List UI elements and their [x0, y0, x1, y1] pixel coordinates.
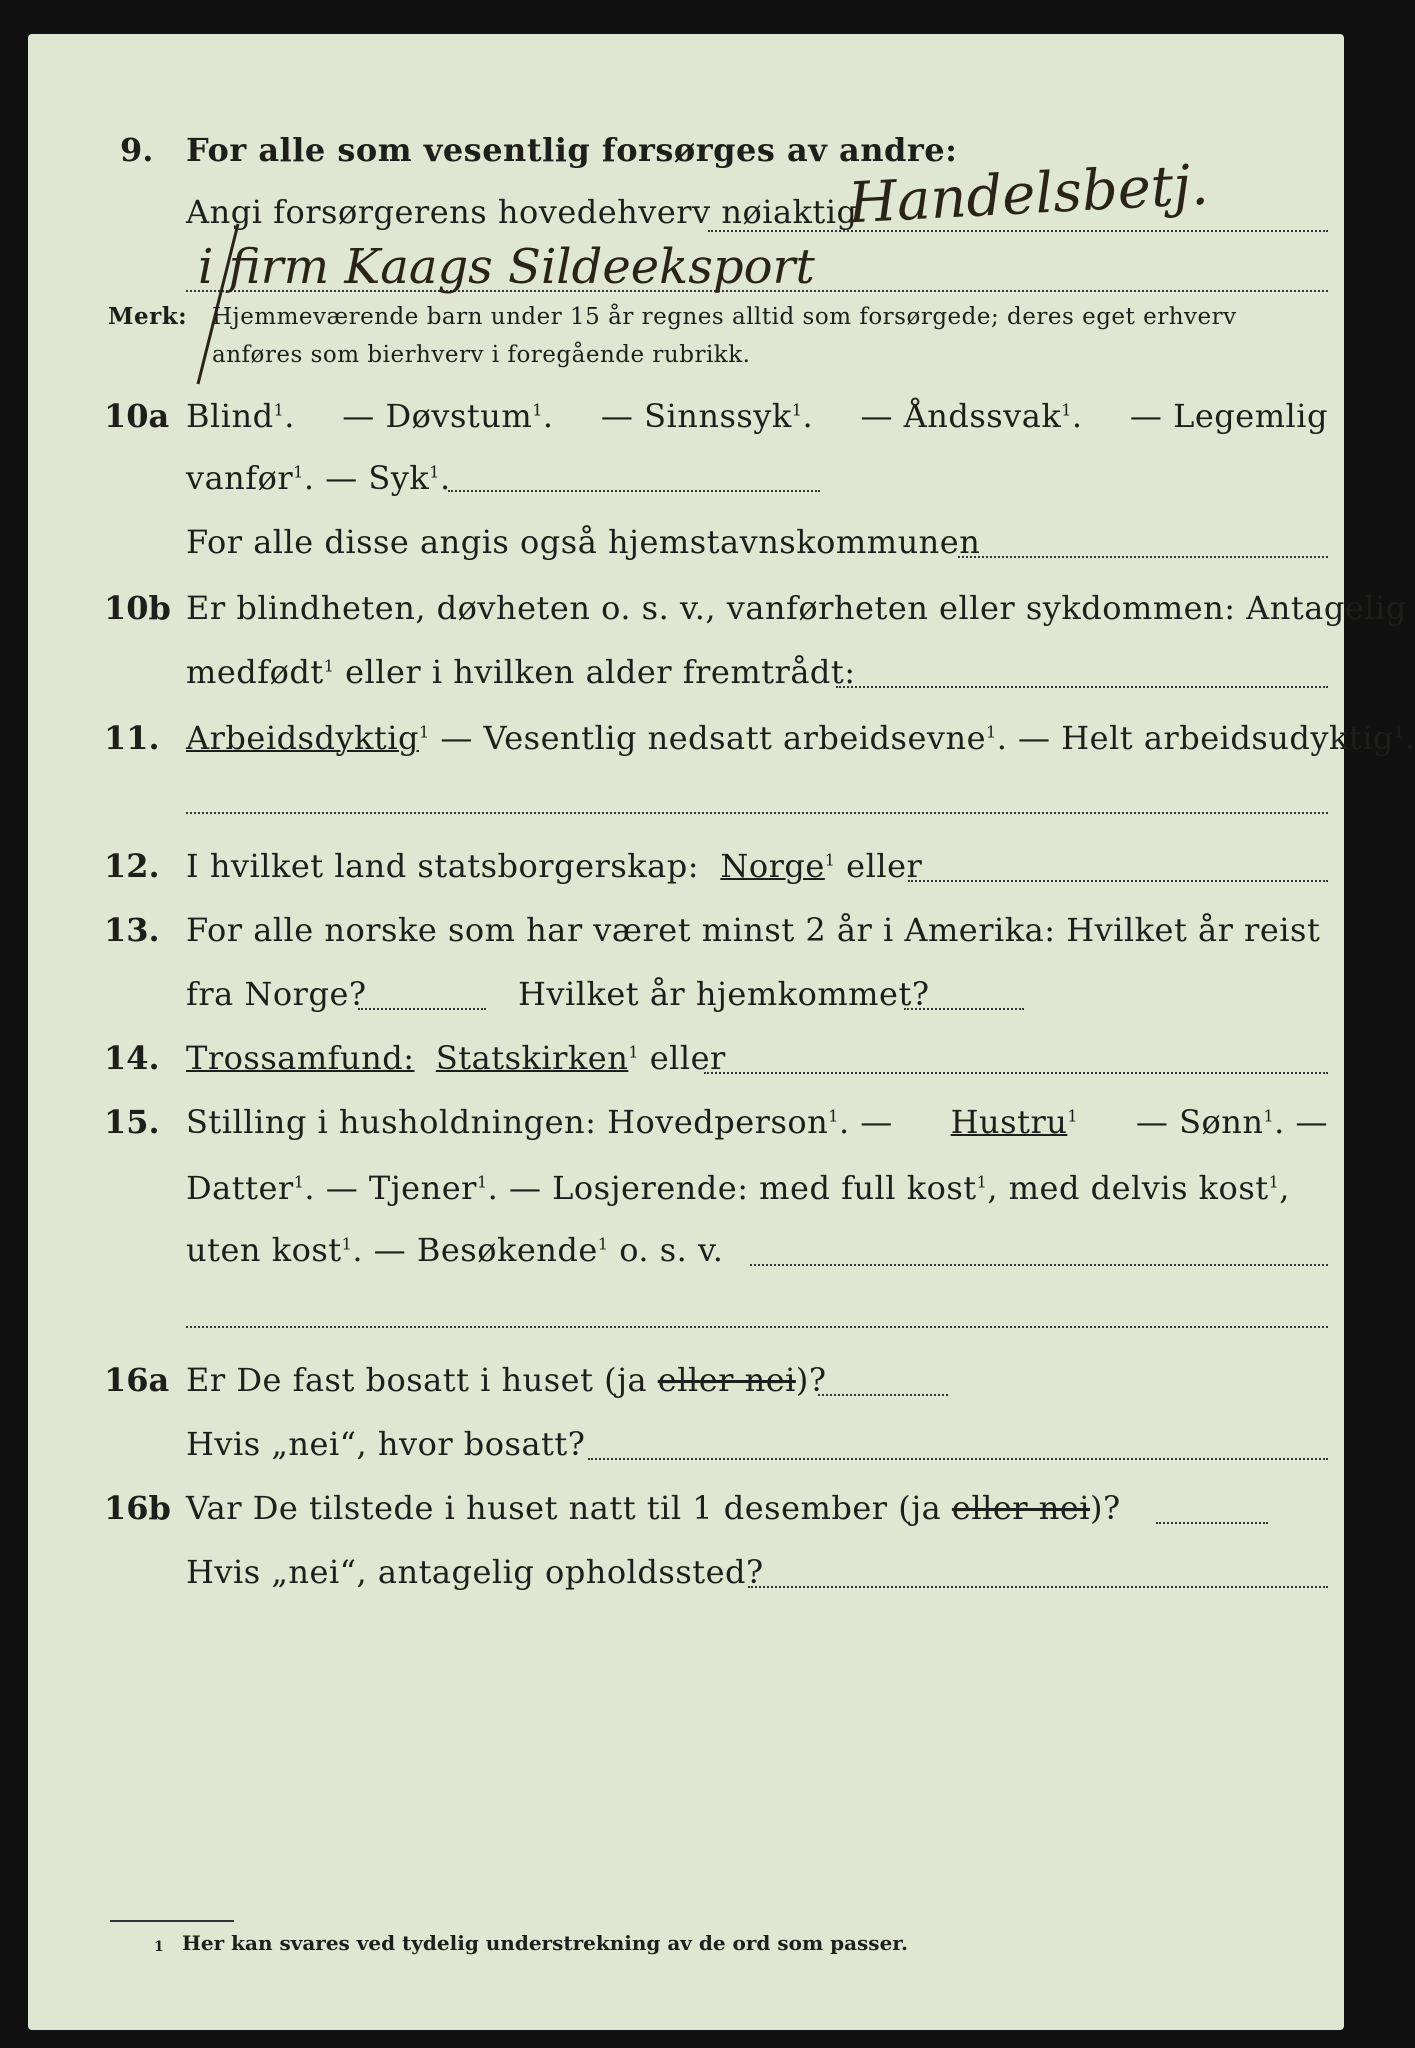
merk-line1: Hjemmeværende barn under 15 år regnes alltid som forsørgede; deres eget erhverv	[212, 304, 1237, 330]
q9-line1: For alle som vesentlig forsørges av andre:	[186, 131, 958, 169]
q14-line: Trossamfund: Statskirken$^1$ eller	[186, 1039, 726, 1077]
q14-number: 14.	[104, 1039, 160, 1077]
q10a-line1: Blind$^1$. — Døvstum$^1$. — Sinnssyk$^1$. — Åndssvak$^1$. — Legemlig	[186, 397, 1328, 435]
q9-handwritten-answer1: Handelsbetj.	[846, 152, 1211, 237]
footnote-text: Her kan svares ved tydelig understrekning av de ord som passer.	[182, 1931, 908, 1955]
q15-hustru-underlined: Hustru	[950, 1103, 1068, 1141]
q15-answer-line2	[186, 1326, 1328, 1328]
q15-line2: Datter$^1$. — Tjener$^1$. — Losjerende: med full kost$^1$, med delvis kost$^1$,	[186, 1169, 1290, 1207]
q15-line3: uten kost$^1$. — Besøkende$^1$ o. s. v.	[186, 1231, 724, 1269]
q10a-line2: vanfør$^1$. — Syk$^1$.	[186, 459, 451, 497]
q16a-line1: Er De fast bosatt i huset (ja eller nei)?	[186, 1361, 827, 1399]
q11-answer-line	[186, 812, 1328, 814]
merk-label: Merk:	[108, 303, 188, 330]
q13-line2b: Hvilket år hjemkommet?	[518, 975, 930, 1013]
q13-reist-line	[358, 1008, 486, 1010]
q10a-legemlig: — Legemlig	[1129, 397, 1328, 435]
q15-answer-line1	[750, 1264, 1328, 1266]
q11-number: 11.	[104, 719, 160, 757]
q10a-hjemstavn-line	[958, 556, 1328, 558]
footnote-mark: 1	[154, 1939, 164, 1955]
q16b-line1: Var De tilstede i huset natt til 1 desember (ja eller nei)?	[186, 1489, 1121, 1527]
q10a-syk-line	[448, 490, 820, 492]
q10a-sinnssyk: — Sinnssyk	[600, 397, 792, 435]
q11-line: Arbeidsdyktig$^1$ — Vesentlig nedsatt arbeidsevne$^1$. — Helt arbeidsudyktig$^1$.	[186, 719, 1415, 757]
footnote-rule	[110, 1920, 234, 1922]
q9-number: 9.	[120, 131, 154, 169]
q10b-answer-line	[836, 686, 1328, 688]
merk-line2: anføres som bierhverv i foregående rubrikk.	[212, 342, 751, 368]
q16b-number: 16b	[104, 1489, 171, 1527]
q10a-blind: Blind	[186, 397, 274, 435]
q15-line1: Stilling i husholdningen: Hovedperson$^1$. — Hustru$^1$ — Sønn$^1$. —	[186, 1103, 1328, 1141]
q10a-andssvak: — Åndssvak	[860, 397, 1062, 435]
q16a-number: 16a	[104, 1361, 170, 1399]
q9-handwritten-answer2: i firm Kaags Sildeeksport	[198, 239, 815, 295]
q12-line: I hvilket land statsborgerskap: Norge$^1$ eller	[186, 847, 923, 885]
q16a-answer-line	[818, 1394, 948, 1396]
q16b-opholdssted-line	[748, 1586, 1328, 1588]
q11-arbeidsdyktig-underlined: Arbeidsdyktig	[186, 719, 419, 757]
q14-statskirken-underlined: Statskirken	[435, 1039, 629, 1077]
q13-number: 13.	[104, 911, 160, 949]
q13-hjemkommet-line	[904, 1008, 1024, 1010]
q13-line2a: fra Norge?	[186, 975, 367, 1013]
census-form-page	[28, 34, 1415, 2030]
q16b-answer-line	[1156, 1522, 1268, 1524]
q16a-eller-nei-struck: eller nei	[657, 1361, 796, 1399]
q14-answer-line	[704, 1072, 1328, 1074]
q16b-line2: Hvis „nei“, antagelig opholdssted?	[186, 1553, 764, 1591]
q10b-number: 10b	[104, 589, 171, 627]
q16a-line2: Hvis „nei“, hvor bosatt?	[186, 1425, 586, 1463]
q12-norge-underlined: Norge	[720, 847, 825, 885]
q9-answer-line1	[708, 230, 1328, 232]
q10a-line3: For alle disse angis også hjemstavnskommunen	[186, 523, 981, 561]
q9-line2: Angi forsørgerens hovedehverv nøiaktig	[186, 193, 858, 231]
q10a-dovstum: — Døvstum	[342, 397, 533, 435]
q12-number: 12.	[104, 847, 160, 885]
q12-answer-line	[908, 880, 1328, 882]
q13-line1: For alle norske som har været minst 2 år i Amerika: Hvilket år reist	[186, 911, 1321, 949]
q15-number: 15.	[104, 1103, 160, 1141]
q16a-bosatt-line	[588, 1458, 1328, 1460]
q10a-number: 10a	[104, 397, 170, 435]
q16b-eller-nei-struck: eller nei	[951, 1489, 1091, 1527]
q10b-line2: medfødt$^1$ eller i hvilken alder fremtrådt:	[186, 653, 856, 691]
q10b-line1: Er blindheten, døvheten o. s. v., vanførheten eller sykdommen: Antagelig	[186, 589, 1407, 627]
